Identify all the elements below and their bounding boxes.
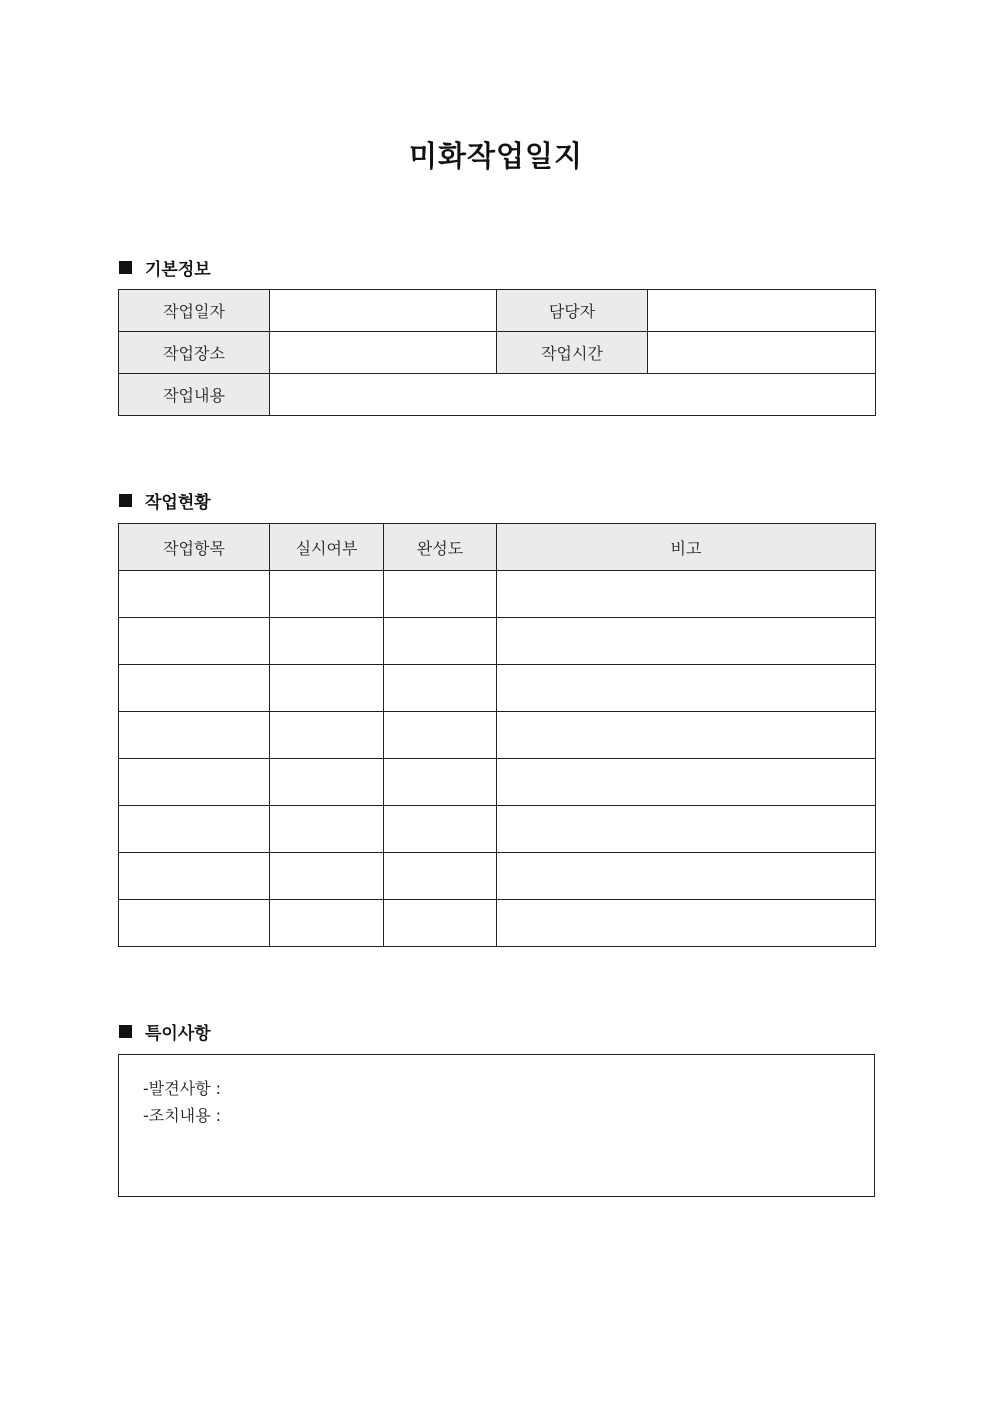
work-item-cell[interactable]: [119, 900, 270, 947]
work-item-cell[interactable]: [119, 759, 270, 806]
section-work-status: [119, 488, 211, 513]
completion-cell[interactable]: [384, 618, 497, 665]
manager-label: 담당자: [497, 290, 648, 332]
remarks-cell[interactable]: [497, 853, 876, 900]
work-content-label: 작업내용: [119, 374, 270, 416]
table-row: [119, 374, 876, 416]
work-item-cell[interactable]: [119, 618, 270, 665]
work-time-label: 작업시간: [497, 332, 648, 374]
completion-cell[interactable]: [384, 571, 497, 618]
completion-cell[interactable]: [384, 759, 497, 806]
square-bullet-icon: [119, 494, 132, 507]
page-title: 미화작업일지: [408, 139, 584, 173]
section-special-notes: [119, 1019, 211, 1044]
table-row: [119, 618, 876, 665]
performed-cell[interactable]: [270, 900, 384, 947]
work-time-field[interactable]: [648, 332, 876, 374]
remarks-cell[interactable]: [497, 759, 876, 806]
work-item-cell[interactable]: [119, 665, 270, 712]
completion-cell[interactable]: [384, 665, 497, 712]
work-item-cell[interactable]: [119, 571, 270, 618]
completion-cell[interactable]: [384, 712, 497, 759]
table-row: [119, 712, 876, 759]
performed-cell[interactable]: [270, 712, 384, 759]
header-completion: 완성도: [384, 524, 497, 571]
section-basic-info-label: 기본정보: [145, 260, 211, 280]
remarks-cell[interactable]: [497, 712, 876, 759]
completion-cell[interactable]: [384, 900, 497, 947]
work-place-label: 작업장소: [119, 332, 270, 374]
header-remarks: 비고: [497, 524, 876, 571]
remarks-cell[interactable]: [497, 806, 876, 853]
work-item-cell[interactable]: [119, 712, 270, 759]
performed-cell[interactable]: [270, 665, 384, 712]
table-row: [119, 332, 876, 374]
table-row: [119, 806, 876, 853]
section-work-status-label: 작업현황: [145, 493, 211, 513]
performed-cell[interactable]: [270, 806, 384, 853]
table-row: [119, 665, 876, 712]
remarks-cell[interactable]: [497, 618, 876, 665]
performed-cell[interactable]: [270, 571, 384, 618]
table-row: [119, 290, 876, 332]
special-notes-box[interactable]: [118, 1054, 875, 1197]
square-bullet-icon: [119, 1025, 132, 1038]
table-row: [119, 759, 876, 806]
work-content-field[interactable]: [270, 374, 876, 416]
square-bullet-icon: [119, 261, 132, 274]
section-special-notes-label: 특이사항: [145, 1024, 211, 1044]
table-header-row: [119, 524, 876, 571]
work-item-cell[interactable]: [119, 806, 270, 853]
performed-cell[interactable]: [270, 759, 384, 806]
work-place-field[interactable]: [270, 332, 497, 374]
work-date-field[interactable]: [270, 290, 497, 332]
actions-line: -조치내용 :: [143, 1106, 222, 1125]
performed-cell[interactable]: [270, 618, 384, 665]
header-work-item: 작업항목: [119, 524, 270, 571]
completion-cell[interactable]: [384, 806, 497, 853]
performed-cell[interactable]: [270, 853, 384, 900]
table-row: [119, 900, 876, 947]
remarks-cell[interactable]: [497, 571, 876, 618]
header-performed: 실시여부: [270, 524, 384, 571]
table-row: [119, 853, 876, 900]
remarks-cell[interactable]: [497, 665, 876, 712]
manager-field[interactable]: [648, 290, 876, 332]
table-row: [119, 571, 876, 618]
findings-line: -발견사항 :: [143, 1079, 222, 1098]
section-basic-info: [119, 255, 211, 280]
remarks-cell[interactable]: [497, 900, 876, 947]
work-item-cell[interactable]: [119, 853, 270, 900]
work-date-label: 작업일자: [119, 290, 270, 332]
work-status-table: [118, 523, 876, 947]
completion-cell[interactable]: [384, 853, 497, 900]
basic-info-table: [118, 289, 876, 416]
